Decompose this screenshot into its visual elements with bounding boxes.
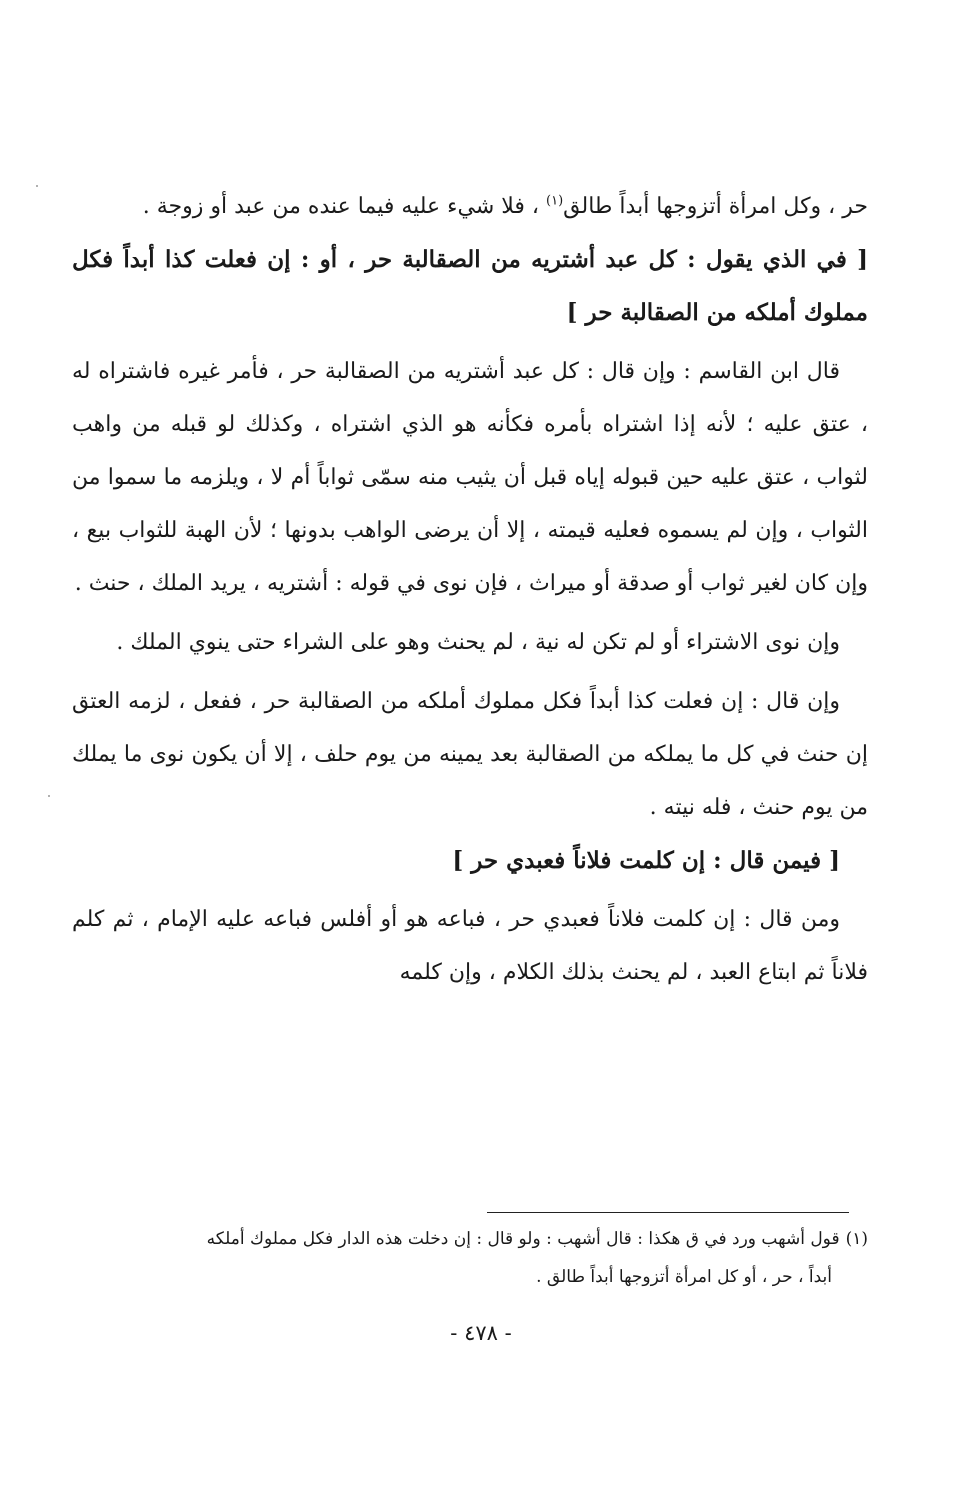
- section-heading-2: [ فيمن قال : إن كلمت فلاناً فعبدي حر ]: [452, 847, 840, 874]
- footnote-1: [72, 1220, 868, 1258]
- scan-speck: [48, 795, 50, 797]
- footnotes-section: [72, 1220, 868, 1296]
- section-heading-1: [ في الذي يقول : كل عبد أشتريه من الصقالبة حر ، أو : إن فعلت كذا أبداً فكل مملوك أملكه من الصقالبة حر ]: [72, 246, 868, 326]
- page-body: [72, 180, 868, 999]
- page-number: - ٤٧٨ -: [450, 1321, 512, 1345]
- footnote-1-continuation: أبداً ، حر ، أو كل امرأة أتزوجها أبداً طالق .: [536, 1267, 832, 1287]
- footnote-text: قول أشهب ورد في ق هكذا : قال أشهب : ولو قال : إن دخلت هذه الدار فكل مملوك أملكه: [206, 1229, 840, 1249]
- scan-speck: [36, 185, 38, 187]
- paragraph-1-text-a: حر ، وكل امرأة أتزوجها أبداً طالق: [563, 194, 868, 219]
- paragraph-5: ومن قال : إن كلمت فلاناً فعبدي حر ، فباعه هو أو أفلس فباعه عليه الإمام ، ثم كلم فلاناً ثم ابتاع العبد ، لم يحنث بذلك الكلام ، وإن كلمه: [72, 907, 868, 985]
- footnote-divider: [487, 1212, 849, 1213]
- paragraph-4: وإن قال : إن فعلت كذا أبداً فكل مملوك أملكه من الصقالبة حر ، ففعل ، لزمه العتق إن حنث في كل ما يملكه من الصقالبة بعد يمينه من يوم حلف ، إلا أن يكون نوى ما يملك من يوم حنث ، فله نيته .: [72, 689, 868, 820]
- paragraph-1: [72, 180, 868, 233]
- footnote-reference[interactable]: (١): [546, 193, 564, 209]
- paragraph-3: وإن نوى الاشتراء أو لم تكن له نية ، لم يحنث وهو على الشراء حتى ينوي الملك .: [116, 630, 840, 655]
- paragraph-2: قال ابن القاسم : وإن قال : كل عبد أشتريه من الصقالبة حر ، فأمر غيره فاشتراه له ، عتق عليه ؛ لأنه إذا اشتراه بأمره فكأنه هو الذي اشتراه ، وكذلك لو قبله من واهب لثواب ، عتق عليه حين قبوله إياه قبل أن يثيب منه سمّى ثواباً أم لا ، ويلزمه ما سموا من الثواب ، وإن لم يسموه فعليه قيمته ، إلا أن يرضى الواهب بدونها ؛ لأن الهبة للثواب بيع ، وإن كان لغير ثواب أو صدقة أو ميراث ، فإن نوى في قوله : أشتريه ، يريد الملك ، حنث .: [72, 359, 868, 596]
- paragraph-1-text-b: ، فلا شيء عليه فيما عنده من عبد أو زوجة .: [142, 194, 547, 219]
- footnote-marker: (١): [845, 1229, 868, 1249]
